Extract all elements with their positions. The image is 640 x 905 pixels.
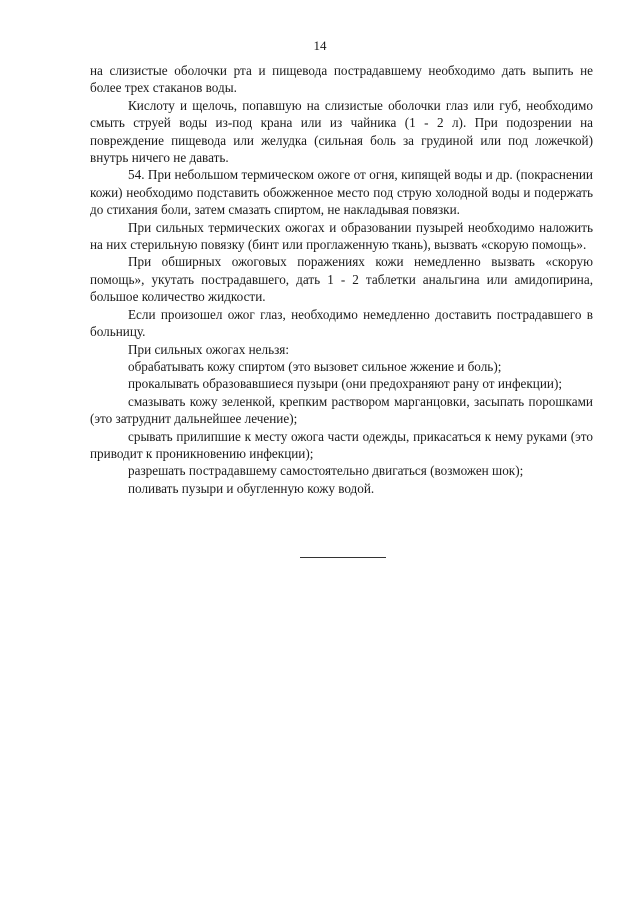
paragraph-minor-burn: 54. При небольшом термическом ожоге от огня, кипящей воды и др. (покраснении кожи) необходимо подставить обожженное место под струю холодной воды и подержать до стихания боли, затем смазать спиртом, не накладывая повязки. — [90, 167, 593, 218]
page-number: 14 — [313, 38, 327, 53]
list-item: поливать пузыри и обугленную кожу водой. — [128, 480, 375, 496]
paragraph-extensive-burn: При обширных ожоговых поражениях кожи немедленно вызвать «скорую помощь», укутать пострадавшего, дать 1 - 2 таблетки анальгина или амидопирина, большое количество жидкости. — [90, 254, 593, 305]
list-item: прокалывать образовавшиеся пузыри (они предохраняют рану от инфекции); — [128, 376, 563, 392]
paragraph-acid-alkali: Кислоту и щелочь, попавшую на слизистые оболочки глаз или губ, необходимо смыть струей воды из-под крана или из чайника (1 - 2 л). При подозрении на повреждение пищевода или желудка (сильная боль за грудиной или под ложечкой) внутрь ничего не давать. — [90, 97, 593, 166]
list-item: обрабатывать кожу спиртом (это вызовет сильное жжение и боль); — [128, 358, 502, 374]
closing-divider — [300, 557, 386, 558]
list-item: смазывать кожу зеленкой, крепким раствором марганцовки, засыпать порошками (это затруднит дальнейшее лечение); — [90, 393, 593, 427]
paragraph-severe-burn: При сильных термических ожогах и образовании пузырей необходимо наложить на них стерильную повязку (бинт или проглаженную ткань), вызвать «скорую помощь». — [90, 219, 593, 253]
paragraph-continuation: на слизистые оболочки рта и пищевода пострадавшему необходимо дать выпить не более трех стаканов воды. — [90, 63, 593, 96]
list-item: разрешать пострадавшему самостоятельно двигаться (возможен шок); — [128, 463, 524, 479]
document-body — [90, 62, 593, 497]
list-item: срывать прилипшие к месту ожога части одежды, прикасаться к нему руками (это приводит к проникновению инфекции); — [90, 428, 593, 461]
paragraph-eye-burn: Если произошел ожог глаз, необходимо немедленно доставить пострадавшего в больницу. — [90, 306, 593, 340]
list-heading: При сильных ожогах нельзя: — [128, 341, 290, 357]
